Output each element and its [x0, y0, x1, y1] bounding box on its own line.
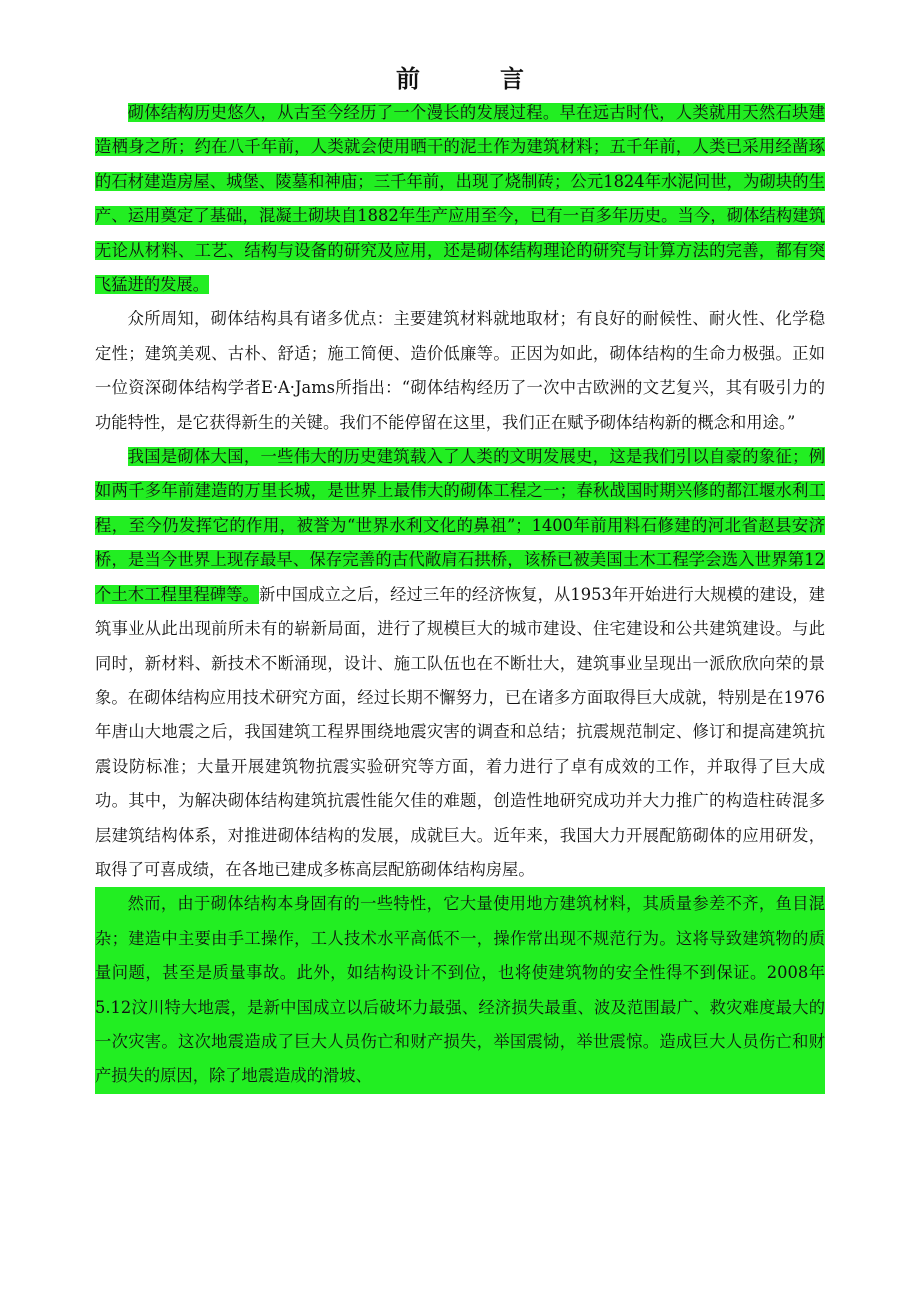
page-title: 前 言 — [396, 65, 552, 93]
plain-text: 众所周知，砌体结构具有诸多优点：主要建筑材料就地取材；有良好的耐候性、耐火性、化学稳定性；建筑美观、古朴、舒适；施工简便、造价低廉等。正因为如此，砌体结构的生命力极强。正如一位资深砌体结构学者E·A·Jams所指出：“砌体结构经历了一次中古欧洲的文艺复兴，其有吸引力的功能特性，是它获得新生的关键。我们不能停留在这里，我们正在赋予砌体结构新的概念和用途。” — [95, 309, 825, 432]
highlighted-text: 然而，由于砌体结构本身固有的一些特性，它大量使用地方建筑材料，其质量参差不齐，鱼目混杂；建造中主要由手工操作，工人技术水平高低不一，操作常出现不规范行为。这将导致建筑物的质量问题，甚至是质量事故。此外，如结构设计不到位，也将使建筑物的安全性得不到保证。2008年5.12汶川特大地震，是新中国成立以后破坏力最强、经济损失最重、波及范围最广、救灾难度最大的一次灾害。这次地震造成了巨大人员伤亡和财产损失，举国震恸，举世震惊。造成巨大人员伤亡和财产损失的原因，除了地震造成的滑坡、 — [95, 894, 825, 1086]
paragraph-1 — [95, 96, 825, 302]
plain-text: 新中国成立之后，经过三年的经济恢复，从1953年开始进行大规模的建设，建筑事业从此出现前所未有的崭新局面，进行了规模巨大的城市建设、住宅建设和公共建筑建设。与此同时，新材料、新技术不断涌现，设计、施工队伍也在不断壮大，建筑事业呈现出一派欣欣向荣的景象。在砌体结构应用技术研究方面，经过长期不懈努力，已在诸多方面取得巨大成就，特别是在1976年唐山大地震之后，我国建筑工程界围绕地震灾害的调查和总结；抗震规范制定、修订和提高建筑抗震设防标准；大量开展建筑物抗震实验研究等方面，着力进行了卓有成效的工作，并取得了巨大成功。其中，为解决砌体结构建筑抗震性能欠佳的难题，创造性地研究成功并大力推广的构造柱砖混多层建筑结构体系，对推进砌体结构的发展，成就巨大。近年来，我国大力开展配筋砌体的应用研发，取得了可喜成绩，在各地已建成多栋高层配筋砌体结构房屋。 — [95, 584, 825, 879]
document-body — [95, 96, 825, 1094]
paragraph-4 — [95, 887, 825, 1093]
paragraph-2 — [95, 302, 825, 440]
highlighted-text: 砌体结构历史悠久，从古至今经历了一个漫长的发展过程。早在远古时代，人类就用天然石块建造栖身之所；约在八千年前，人类就会使用晒干的泥土作为建筑材料；五千年前，人类已采用经凿琢的石材建造房屋、城堡、陵墓和神庙；三千年前，出现了烧制砖；公元1824年水泥问世，为砌块的生产、运用奠定了基础，混凝土砌块自1882年生产应用至今，已有一百多年历史。当今，砌体结构建筑无论从材料、工艺、结构与设备的研究及应用，还是砌体结构理论的研究与计算方法的完善，都有突飞猛进的发展。 — [95, 103, 825, 295]
paragraph-3 — [95, 440, 825, 887]
highlighted-text: 我国是砌体大国，一些伟大的历史建筑载入了人类的文明发展史，这是我们引以自豪的象征；例如两千多年前建造的万里长城，是世界上最伟大的砌体工程之一；春秋战国时期兴修的都江堰水利工程，至今仍发挥它的作用，被誉为“世界水利文化的鼻祖”；1400年前用料石修建的河北省赵县安济桥，是当今世界上现存最早、保存完善的古代敞肩石拱桥，该桥已被美国土木工程学会选入世界第12个土木工程里程碑等。 — [95, 447, 825, 604]
